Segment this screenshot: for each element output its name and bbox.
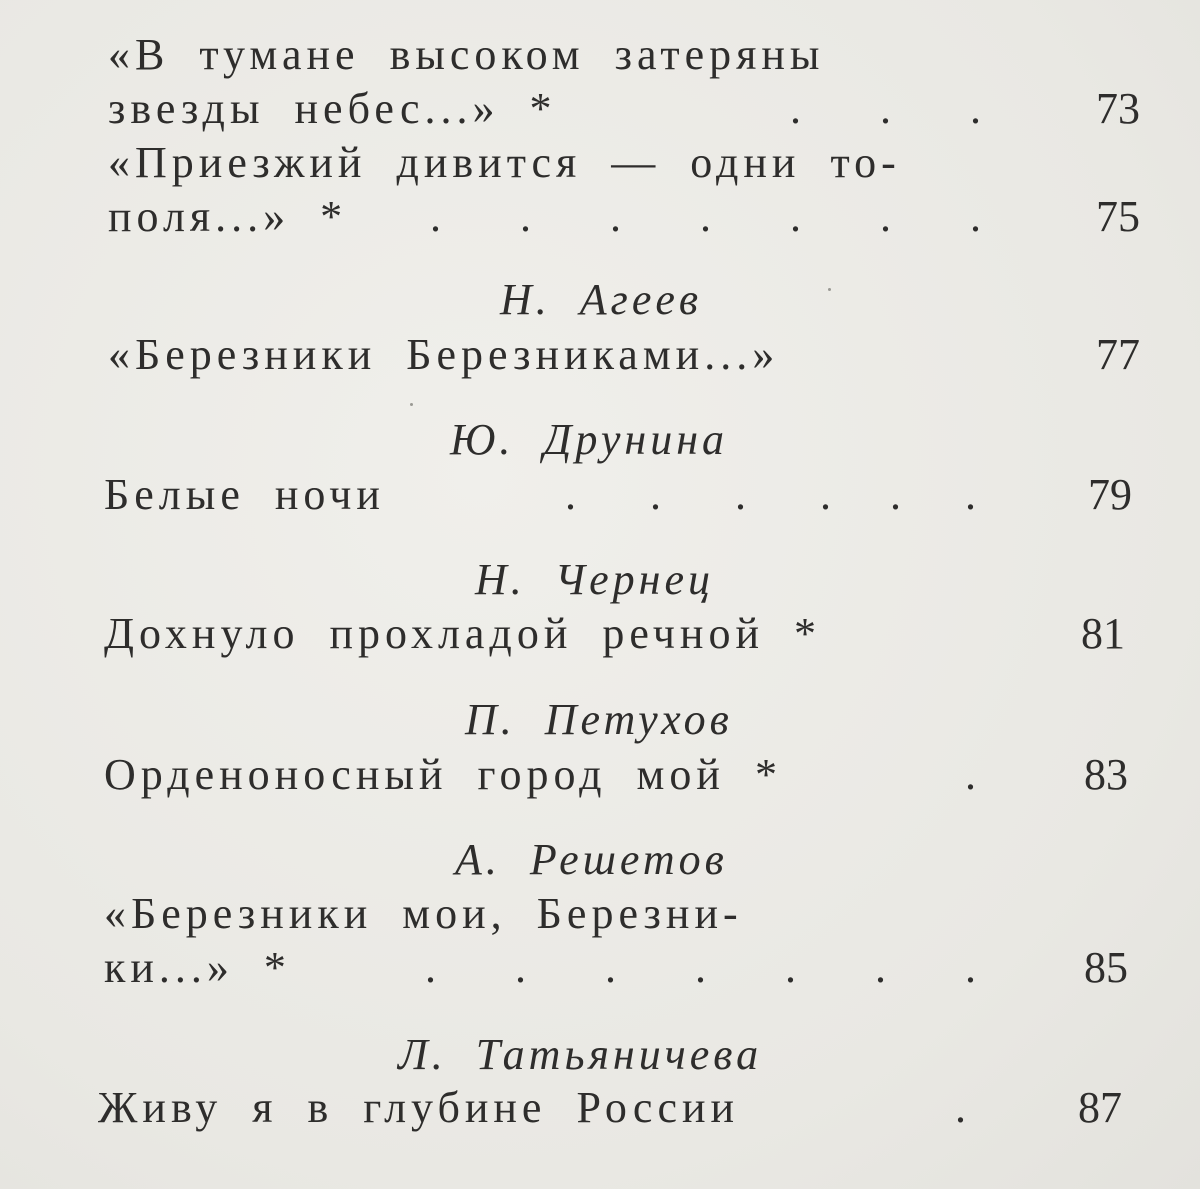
page-number: 81 bbox=[1081, 609, 1125, 658]
entry-title: ки...» * bbox=[104, 943, 291, 992]
toc-entry-line: поля...» * . . . . . . . 75 bbox=[0, 189, 1200, 245]
page-number: 79 bbox=[1088, 470, 1132, 519]
toc-entry-line: Белые ночи . . . . . . 79 bbox=[0, 467, 1200, 523]
entry-title: «Березники Березниками...» bbox=[108, 330, 780, 379]
entry-title: поля...» * bbox=[108, 192, 348, 241]
toc-entry-line bbox=[0, 27, 1200, 83]
page-number: 87 bbox=[1078, 1083, 1122, 1132]
page-number: 83 bbox=[1084, 750, 1128, 799]
entry-title: звезды небес...» * bbox=[108, 84, 557, 133]
toc-entry-line bbox=[0, 327, 1200, 383]
entry-title: Белые ночи bbox=[104, 470, 385, 519]
author-name: А. Решетов bbox=[455, 835, 728, 884]
author-line bbox=[0, 832, 1200, 888]
entry-title: Живу я в глубине России bbox=[98, 1083, 740, 1132]
author-name: Н. Агеев bbox=[500, 275, 702, 324]
toc-entry-line: Живу я в глубине России . 87 bbox=[0, 1080, 1200, 1136]
page-number: 85 bbox=[1084, 943, 1128, 992]
author-line bbox=[0, 1027, 1200, 1083]
toc-entry-line bbox=[0, 606, 1200, 662]
author-name: Л. Татьяничева bbox=[398, 1030, 763, 1079]
entry-title: Орденоносный город мой * bbox=[104, 750, 782, 799]
entry-title: «В тумане высоком затеряны bbox=[108, 30, 825, 79]
paper-speck bbox=[828, 288, 831, 291]
author-line bbox=[0, 552, 1200, 608]
author-line bbox=[0, 272, 1200, 328]
page-number: 75 bbox=[1096, 192, 1140, 241]
toc-entry-line: ки...» * . . . . . . . 85 bbox=[0, 940, 1200, 996]
page-number: 77 bbox=[1096, 330, 1140, 379]
page-number: 73 bbox=[1096, 84, 1140, 133]
author-name: Н. Чернец bbox=[475, 555, 714, 604]
toc-entry-line: звезды небес...» * . . . 73 bbox=[0, 81, 1200, 137]
toc-entry-line bbox=[0, 886, 1200, 942]
entry-title: «Приезжий дивится — одни то- bbox=[108, 138, 901, 187]
entry-title: Дохнуло прохладой речной * bbox=[104, 609, 822, 658]
toc-entry-line bbox=[0, 135, 1200, 191]
author-line bbox=[0, 412, 1200, 468]
paper-speck bbox=[410, 403, 413, 406]
entry-title: «Березники мои, Березни- bbox=[104, 889, 743, 938]
author-name: Ю. Друнина bbox=[450, 415, 729, 464]
author-name: П. Петухов bbox=[465, 695, 733, 744]
toc-entry-line: Орденоносный город мой * . 83 bbox=[0, 747, 1200, 803]
author-line bbox=[0, 692, 1200, 748]
